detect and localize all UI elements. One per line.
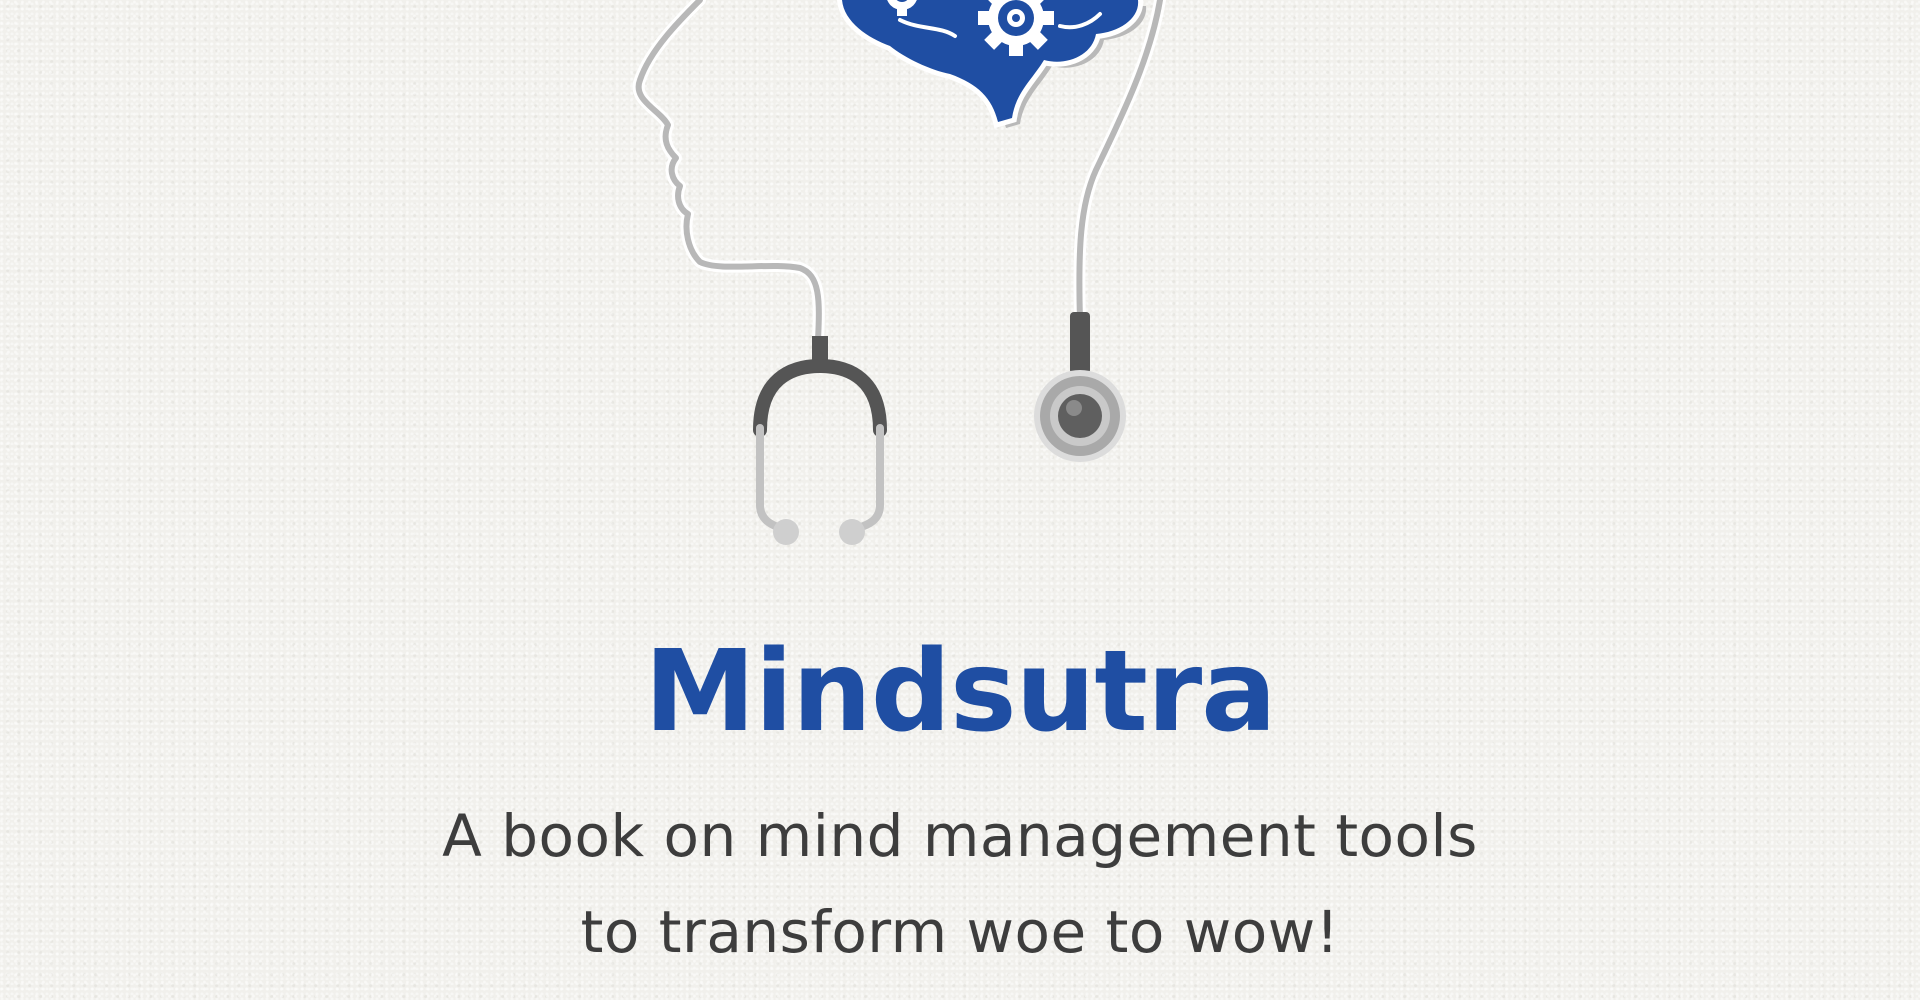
book-subtitle-line-2: to transform woe to wow! (580, 898, 1340, 966)
book-subtitle-line-1: A book on mind management tools (442, 802, 1478, 870)
brain-gears-icon (842, 0, 1146, 128)
book-title: Mindsutra (644, 627, 1276, 757)
stethoscope-icon (760, 312, 1126, 545)
